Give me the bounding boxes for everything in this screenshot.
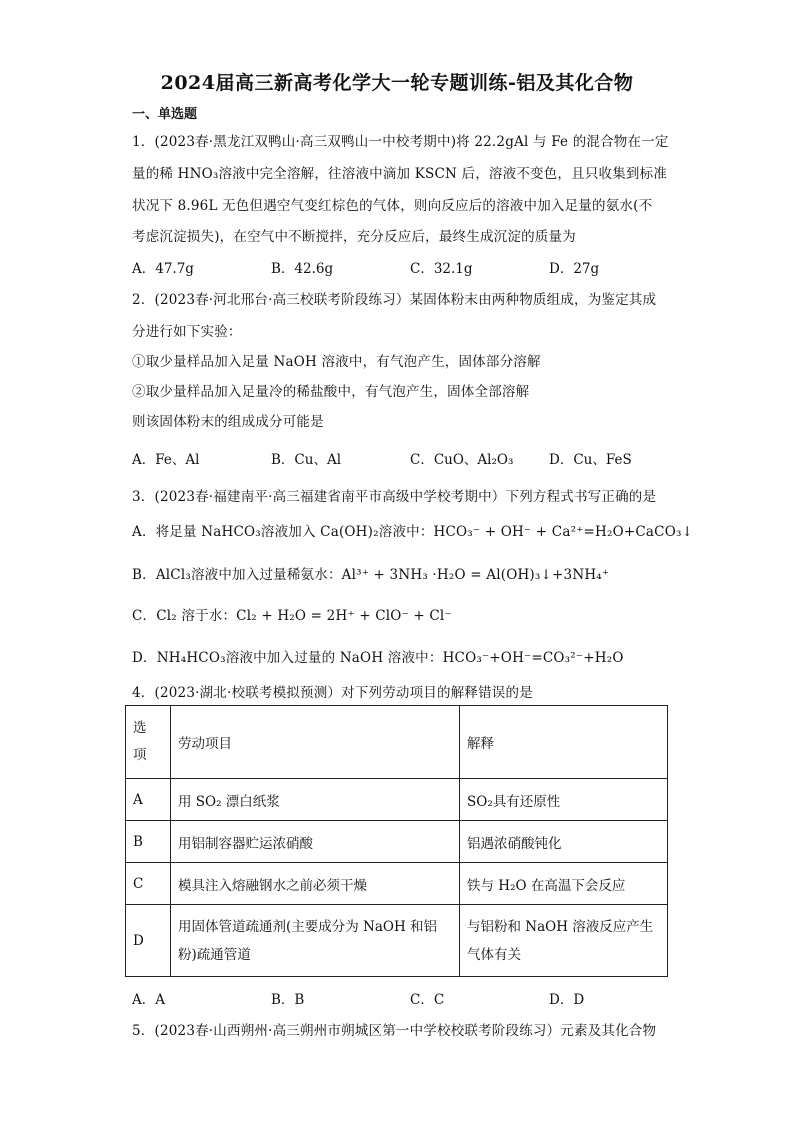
q4-stem: 4．(2023·湖北·校联考模拟预测）对下列劳动项目的解释错误的是 [132,685,533,701]
row-c-activity: 模具注入熔融钢水之前必须干燥 [171,863,460,905]
row-c-option: C [126,863,171,905]
row-a-activity: 用 SO₂ 漂白纸浆 [171,779,460,821]
q2-line-1: 2．(2023春·河北邢台·高三校联考阶段练习）某固体粉末由两种物质组成，为鉴定其成 [132,292,657,308]
row-a-explanation: SO₂具有还原性 [460,779,668,821]
table-row [126,821,668,863]
q1-option-d: D．27g [549,261,600,277]
table-row [126,905,668,977]
row-b-activity: 用铝制容器贮运浓硝酸 [171,821,460,863]
q3-option-c: C．Cl₂ 溶于水：Cl₂ + H₂O = 2H⁺ + ClO⁻ + Cl⁻ [132,608,452,624]
q1-line-4: 考虑沉淀损失)，在空气中不断搅拌，充分反应后，最终生成沉淀的质量为 [132,229,576,245]
q3-option-a: A．将足量 NaHCO₃溶液加入 Ca(OH)₂溶液中：HCO₃⁻ + OH⁻ + Ca²⁺=H₂O+CaCO₃↓ [132,524,694,540]
page-title: 2024届高三新高考化学大一轮专题训练-铝及其化合物 [160,72,634,94]
q4-option-d: D．D [549,992,585,1008]
q1-line-3: 状况下 8.96L 无色但遇空气变红棕色的气体，则向反应后的溶液中加入足量的氨水(不 [132,198,653,214]
table-header-row [126,706,668,779]
header-cell-option: 选项 [126,706,171,779]
q3-option-d: D．NH₄HCO₃溶液中加入过量的 NaOH 溶液中：HCO₃⁻+OH⁻=CO₃²⁻+H₂O [132,650,624,666]
q4-table [125,705,668,977]
row-d-activity: 用固体管道疏通剂(主要成分为 NaOH 和铝粉)疏通管道 [171,905,460,977]
row-d-explanation: 与铝粉和 NaOH 溶液反应产生气体有关 [460,905,668,977]
q3-option-b: B．AlCl₃溶液中加入过量稀氨水：Al³⁺ + 3NH₃ ·H₂O = Al(OH)₃↓+3NH₄⁺ [132,567,610,583]
q4-option-b: B．B [271,992,305,1008]
q1-option-c: C．32.1g [410,261,473,277]
q1-option-a: A．47.7g [132,261,194,277]
q2-option-c: C．CuO、Al₂O₃ [410,452,514,468]
q2-line-3: ①取少量样品加入足量 NaOH 溶液中，有气泡产生，固体部分溶解 [132,354,541,370]
row-b-option: B [126,821,171,863]
table-row [126,863,668,905]
q2-option-a: A．Fe、Al [132,452,200,468]
q4-option-a: A．A [132,992,165,1008]
q4-option-c: C．C [410,992,445,1008]
q3-stem: 3．(2023春·福建南平·高三福建省南平市高级中学校考期中）下列方程式书写正确的是 [132,489,657,505]
q1-line-2: 量的稀 HNO₃溶液中完全溶解，往溶液中滴加 KSCN 后，溶液不变色，且只收集到标准 [132,166,668,182]
q1-line-1: 1．(2023春·黑龙江双鸭山·高三双鸭山一中校考期中)将 22.2gAl 与 Fe 的混合物在一定 [132,134,669,150]
row-d-option: D [126,905,171,977]
section-heading: 一、单选题 [132,107,198,122]
q2-line-4: ②取少量样品加入足量冷的稀盐酸中，有气泡产生，固体全部溶解 [132,384,530,400]
row-c-explanation: 铁与 H₂O 在高温下会反应 [460,863,668,905]
header-cell-activity: 劳动项目 [171,706,460,779]
q2-line-5: 则该固体粉末的组成成分可能是 [132,414,324,430]
table-row [126,779,668,821]
q2-line-2: 分进行如下实验： [132,324,242,340]
row-a-option: A [126,779,171,821]
header-cell-explanation: 解释 [460,706,668,779]
q2-option-b: B．Cu、Al [271,452,342,468]
q1-option-b: B．42.6g [271,261,334,277]
row-b-explanation: 铝遇浓硝酸钝化 [460,821,668,863]
q5-stem: 5．(2023春·山西朔州·高三朔州市朔城区第一中学校校联考阶段练习）元素及其化合物 [132,1023,657,1039]
q2-option-d: D．Cu、FeS [549,452,632,468]
